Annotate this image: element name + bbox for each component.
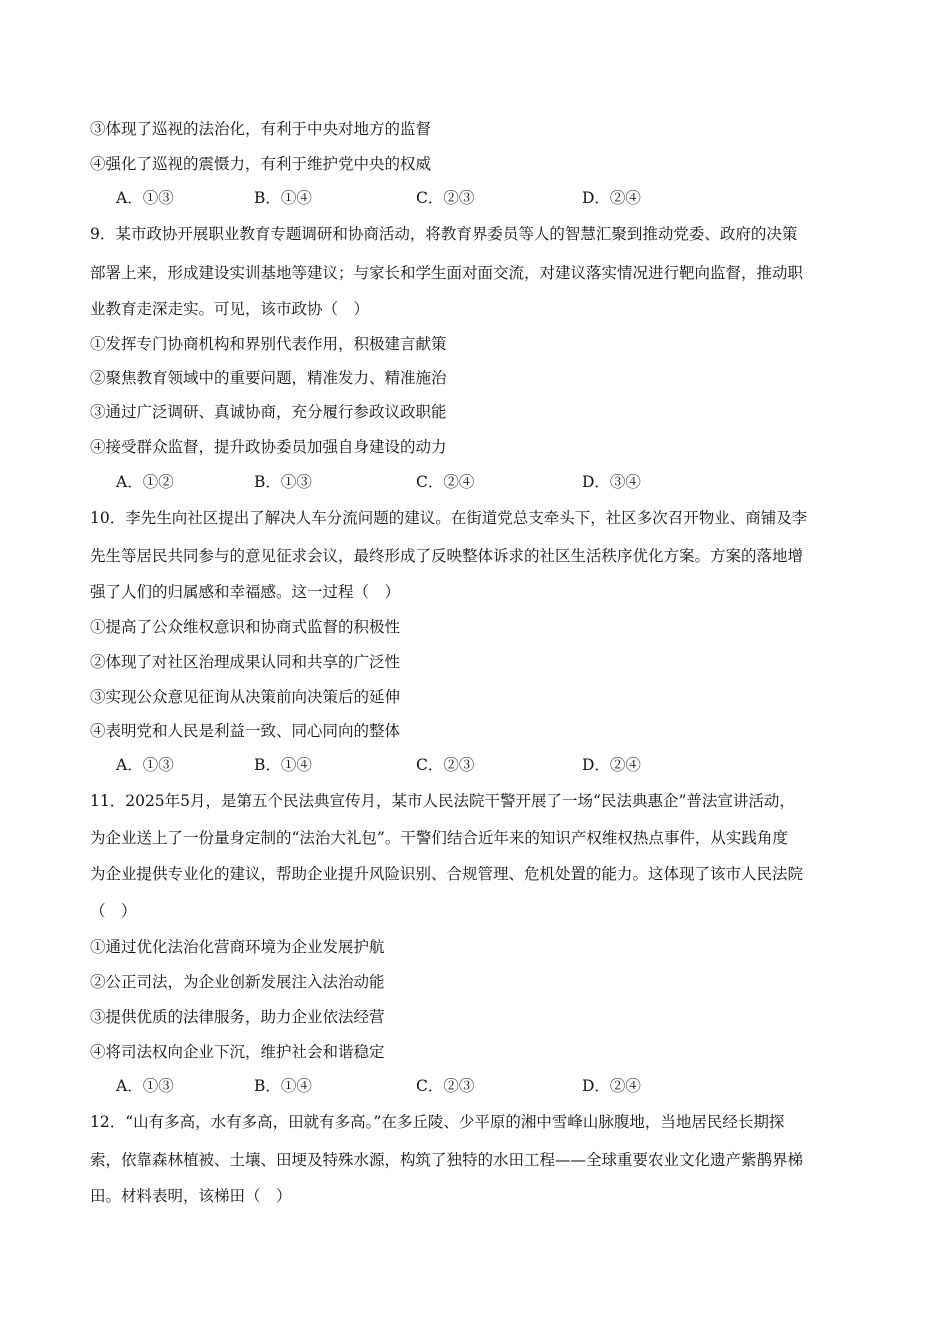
choice-b: B．①④ xyxy=(254,756,312,774)
choice-c: C．②③ xyxy=(416,756,475,774)
option-statement: ③通过广泛调研、真诚协商，充分履行参政议政职能 xyxy=(90,403,447,421)
choice-a: A．①③ xyxy=(116,1077,174,1095)
question-stem: 9．某市政协开展职业教育专题调研和协商活动，将教育界委员等人的智慧汇聚到推动党委、政府的决策 xyxy=(90,225,798,243)
option-statement: ③提供优质的法律服务，助力企业依法经营 xyxy=(90,1008,385,1026)
option-statement: ①通过优化法治化营商环境为企业发展护航 xyxy=(90,938,385,956)
option-statement: ④表明党和人民是利益一致、同心同向的整体 xyxy=(90,722,401,740)
question-stem: 田。材料表明，该梯田（ ） xyxy=(90,1187,292,1205)
choice-c: C．②④ xyxy=(416,473,475,491)
option-statement: ④接受群众监督，提升政协委员加强自身建设的动力 xyxy=(90,438,447,456)
choice-c: C．②③ xyxy=(416,1077,475,1095)
option-statement: ④强化了巡视的震慑力，有利于维护党中央的权威 xyxy=(90,155,432,173)
question-stem: 索，依靠森林植被、土壤、田埂及特殊水源，构筑了独特的水田工程——全球重要农业文化遗产紫鹊界梯 xyxy=(90,1151,804,1169)
choice-a: A．①② xyxy=(116,473,174,491)
option-statement: ②体现了对社区治理成果认同和共享的广泛性 xyxy=(90,653,401,671)
question-stem: 11．2025年5月，是第五个民法典宣传月，某市人民法院干警开展了一场“民法典惠企”普法宣讲活动， xyxy=(90,792,795,810)
choice-b: B．①④ xyxy=(254,189,312,207)
question-stem: 业教育走深走实。可见，该市政协（ ） xyxy=(90,300,370,318)
choice-b: B．①④ xyxy=(254,1077,312,1095)
choice-c: C．②③ xyxy=(416,189,475,207)
question-stem: 强了人们的归属感和幸福感。这一过程（ ） xyxy=(90,583,401,601)
option-statement: ③体现了巡视的法治化，有利于中央对地方的监督 xyxy=(90,120,432,138)
option-statement: ①提高了公众维权意识和协商式监督的积极性 xyxy=(90,618,401,636)
choice-a: A．①③ xyxy=(116,756,174,774)
question-stem: 为企业送上了一份量身定制的“法治大礼包”。干警们结合近年来的知识产权维权热点事件，从实践角度 xyxy=(90,829,788,847)
choice-d: D．②④ xyxy=(582,1077,641,1095)
option-statement: ④将司法权向企业下沉，维护社会和谐稳定 xyxy=(90,1043,385,1061)
question-stem: （ ） xyxy=(90,902,137,920)
question-stem: 为企业提供专业化的建议，帮助企业提升风险识别、合规管理、危机处置的能力。这体现了该市人民法院 xyxy=(90,865,804,883)
choice-a: A．①③ xyxy=(116,189,174,207)
question-stem: 12．“山有多高，水有多高，田就有多高。”在多丘陵、少平原的湘中雪峰山脉腹地，当地居民经长期探 xyxy=(90,1113,785,1131)
option-statement: ③实现公众意见征询从决策前向决策后的延伸 xyxy=(90,688,401,706)
choice-d: D．②④ xyxy=(582,189,641,207)
question-stem: 10．李先生向社区提出了解决人车分流问题的建议。在街道党总支牵头下，社区多次召开物业、商铺及李 xyxy=(90,509,808,527)
choice-d: D．③④ xyxy=(582,473,641,491)
question-stem: 先生等居民共同参与的意见征求会议，最终形成了反映整体诉求的社区生活秩序优化方案。方案的落地增 xyxy=(90,547,804,565)
choice-b: B．①③ xyxy=(254,473,312,491)
choice-d: D．②④ xyxy=(582,756,641,774)
option-statement: ①发挥专门协商机构和界别代表作用，积极建言献策 xyxy=(90,335,447,353)
question-stem: 部署上来，形成建设实训基地等建议；与家长和学生面对面交流，对建议落实情况进行靶向监督，推动职 xyxy=(90,264,804,282)
option-statement: ②公正司法，为企业创新发展注入法治动能 xyxy=(90,973,385,991)
option-statement: ②聚焦教育领域中的重要问题，精准发力、精准施治 xyxy=(90,369,447,387)
